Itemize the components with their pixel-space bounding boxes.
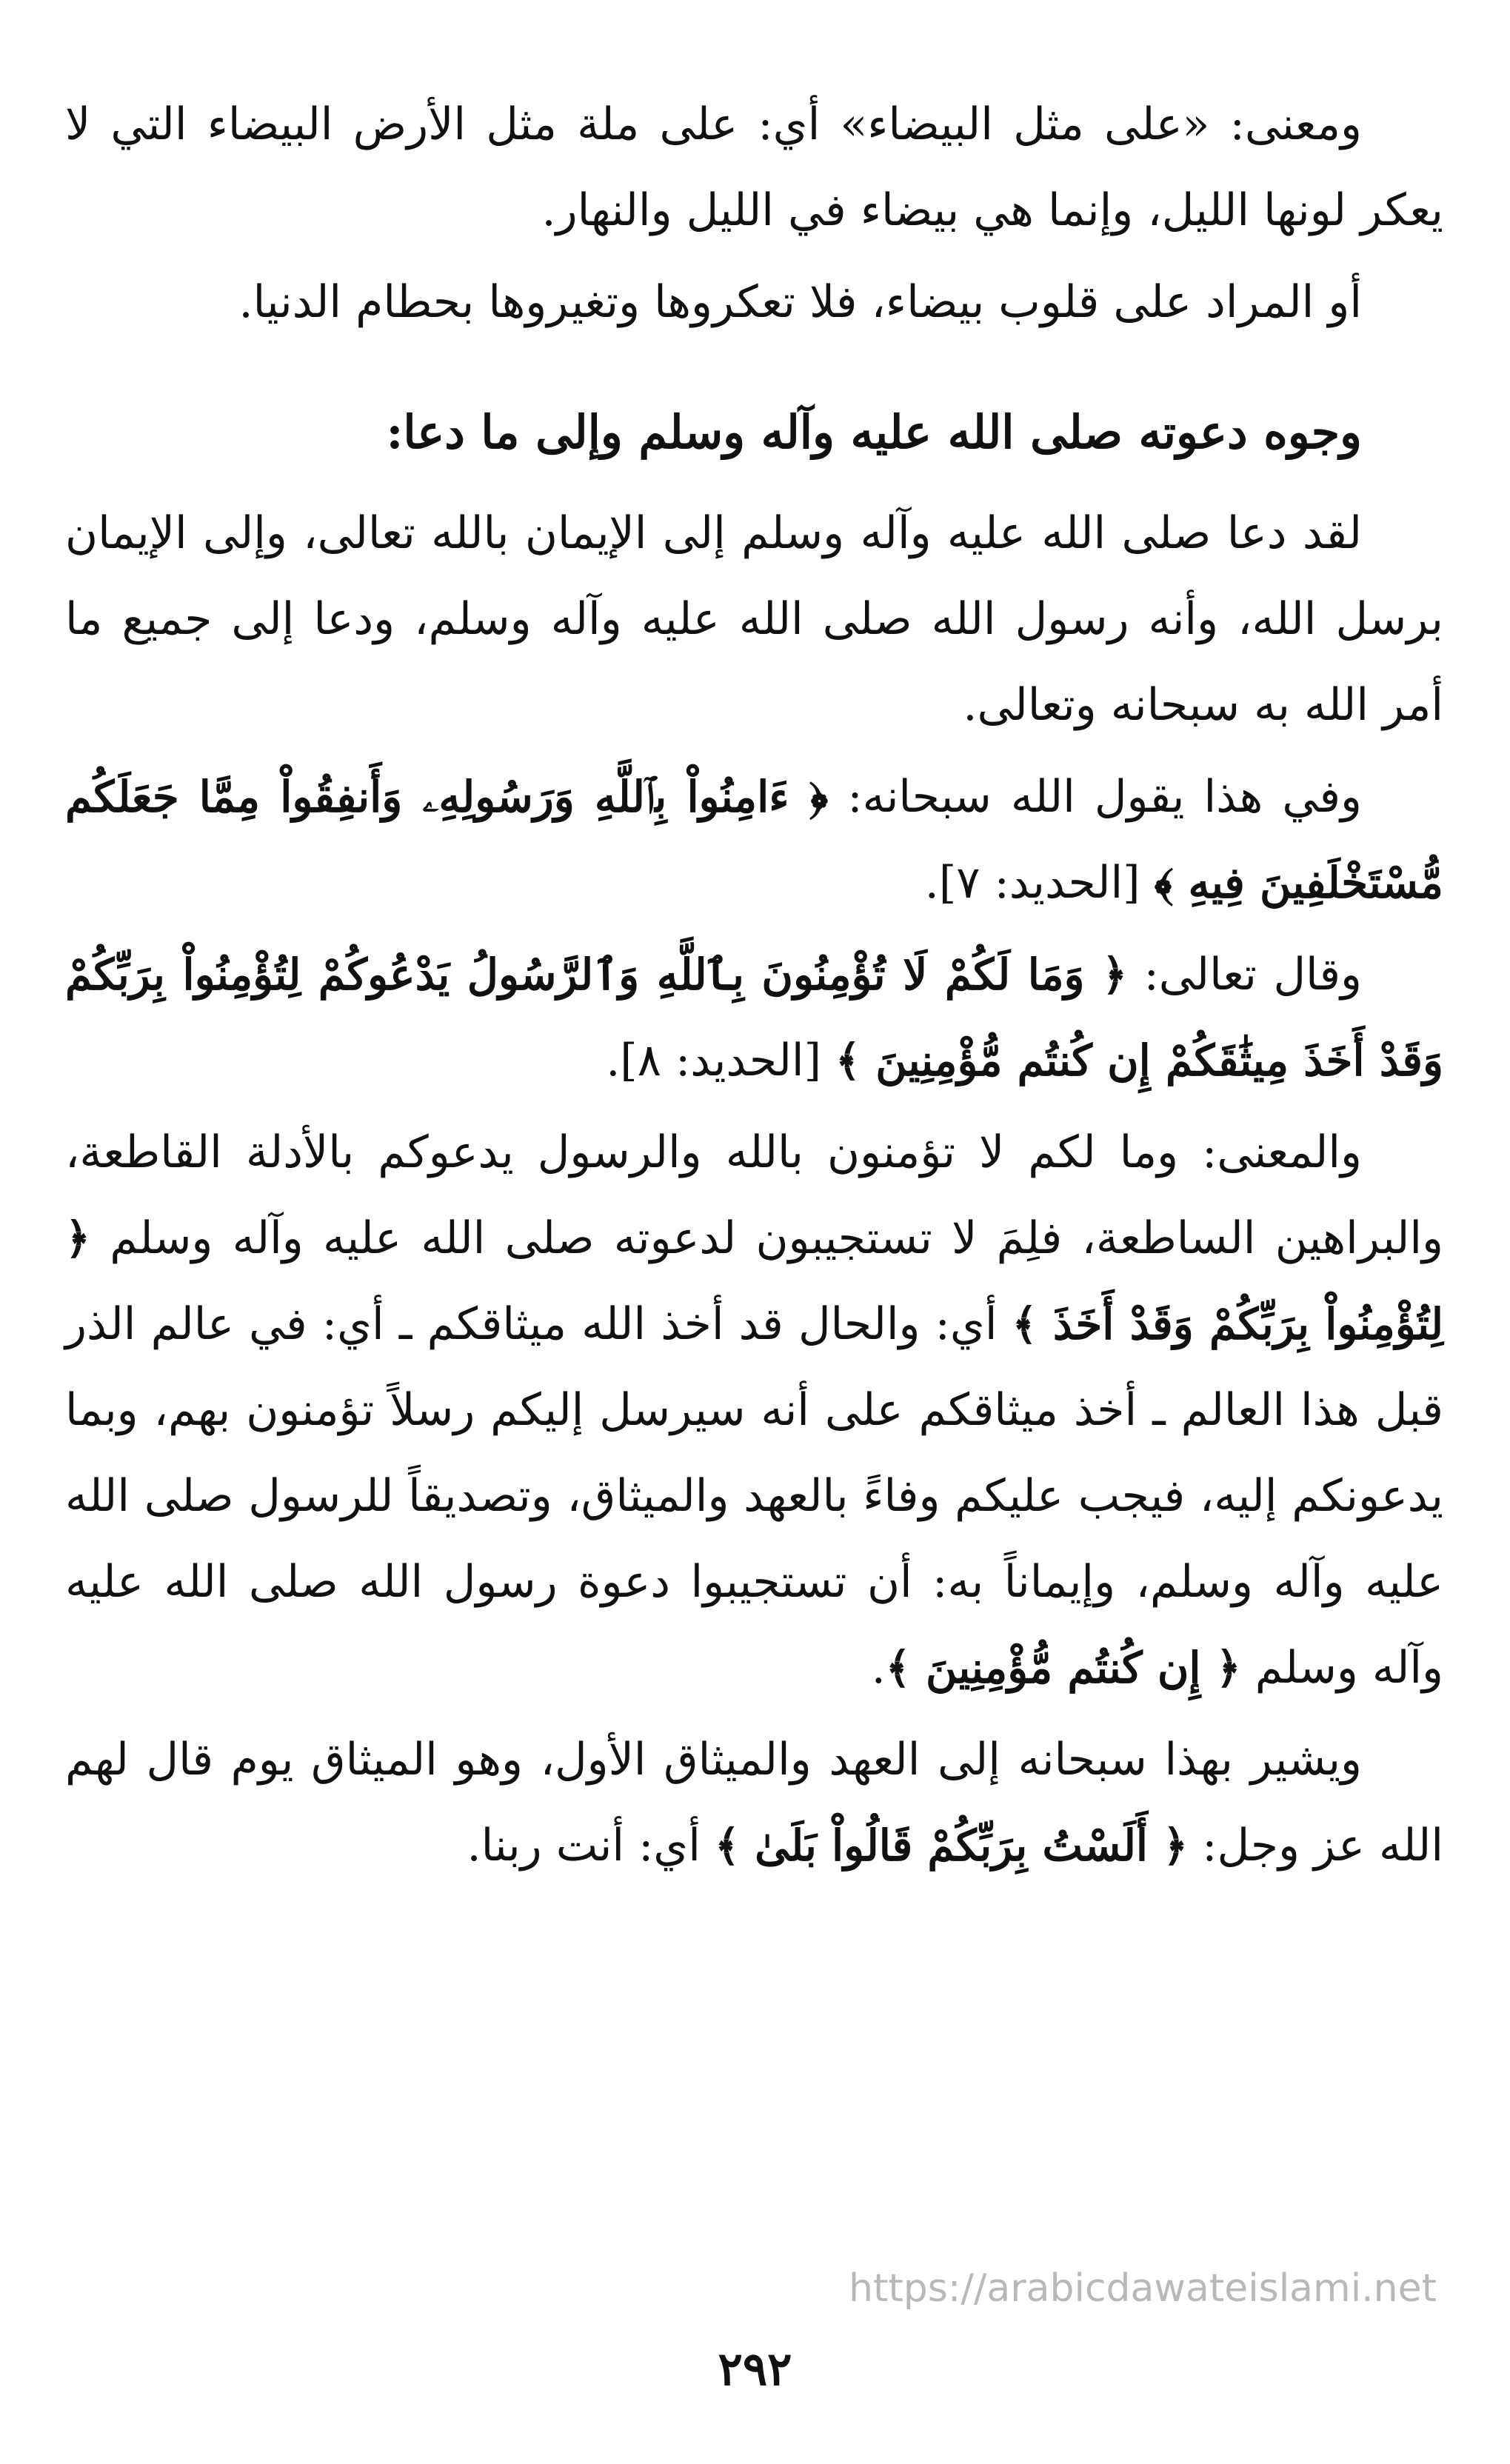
paragraph-call-to-faith <box>65 490 1443 748</box>
paragraph-text: ويشير بهذا سبحانه إلى العهد والميثاق الأول، وهو الميثاق يوم قال لهم الله عز وجل: <box>65 1734 1443 1872</box>
quran-verse: ﴿ لِتُؤْمِنُواْ بِرَبِّكُمْ وَقَدْ أَخَذَ ﴾ <box>65 1213 1444 1349</box>
paragraph-meaning-white <box>65 81 1443 253</box>
page-number: ٢٩٢ <box>718 2342 792 2396</box>
paragraph-white-hearts <box>65 259 1443 345</box>
paragraph-quran-hadid-8 <box>65 932 1443 1104</box>
paragraph-text: ومعنى: «على مثل البيضاء» أي: على ملة مثل الأرض البيضاء التي لا يعكر لونها الليل، وإنما هي بيضاء في الليل والنهار. <box>65 99 1443 236</box>
paragraph-text: والمعنى: وما لكم لا تؤمنون بالله والرسول يدعوكم بالأدلة القاطعة، والبراهين الساطعة، فلِمَ لا تستجيبون لدعوته صلى الله عليه وآله وسلم <box>65 1126 1443 1264</box>
paragraph-text: وفي هذا يقول الله سبحانه: <box>828 771 1363 823</box>
verse-reference: [الحديد: ٧]. <box>924 857 1155 909</box>
paragraph-text: وقال تعالى: <box>1127 949 1362 1001</box>
quran-verse: ﴿ وَمَا لَكُمْ لَا تُؤْمِنُونَ بِٱللَّهِ وَٱلرَّسُولُ يَدْعُوكُمْ لِتُؤْمِنُواْ بِرَبِّكُمْ وَقَدْ أَخَذَ مِيثَٰقَكُمْ إِن كُنتُم مُّؤْمِنِينَ ﴾ <box>65 949 1443 1086</box>
verse-reference: [الحديد: ٨]. <box>606 1035 836 1086</box>
paragraph-text: أي: أنت ربنا. <box>467 1820 715 1872</box>
watermark-url: https://arabicdawateislami.net <box>849 2266 1437 2311</box>
quran-verse: ﴿ إِن كُنتُم مُّؤْمِنِينَ ﴾ <box>885 1643 1241 1693</box>
paragraph-explanation <box>65 1109 1443 1711</box>
paragraph-text: أو المراد على قلوب بيضاء، فلا تعكروها وتغيروها بحطام الدنيا. <box>238 276 1362 328</box>
paragraph-text: . <box>871 1642 886 1694</box>
paragraph-first-covenant <box>65 1717 1443 1889</box>
section-heading: وجوه دعوته صلى الله عليه وآله وسلم وإلى ما دعا: <box>386 405 1362 459</box>
paragraph-text: لقد دعا صلى الله عليه وآله وسلم إلى الإيمان بالله تعالى، وإلى الإيمان برسل الله، وأنه رسول الله صلى الله عليه وآله وسلم، ودعا إلى جميع ما أمر الله به سبحانه وتعالى. <box>65 507 1443 731</box>
paragraph-quran-hadid-7 <box>65 754 1443 926</box>
paragraph-text: أي: والحال قد أخذ الله ميثاقكم ـ أي: في عالم الذر قبل هذا العالم ـ أخذ ميثاقكم على أنه سيرسل إليكم رسلاً تؤمنون بهم، وبما يدعونكم إليه، فيجب عليكم وفاءً بالعهد والميثاق، وتصديقاً للرسول صلى الله عليه وآله وسلم، وإيماناً به: أن تستجيبوا دعوة رسول الله صلى الله عليه وآله وسلم <box>65 1298 1443 1694</box>
quran-verse: ﴿ أَلَسْتُ بِرَبِّكُمْ قَالُواْ بَلَىٰ ﴾ <box>715 1820 1189 1871</box>
quran-verse: ﴿ ءَامِنُواْ بِٱللَّهِ وَرَسُولِهِۦ وَأَنفِقُواْ مِمَّا جَعَلَكُم مُّسْتَخْلَفِينَ فِيهِ ﴾ <box>65 772 1443 908</box>
